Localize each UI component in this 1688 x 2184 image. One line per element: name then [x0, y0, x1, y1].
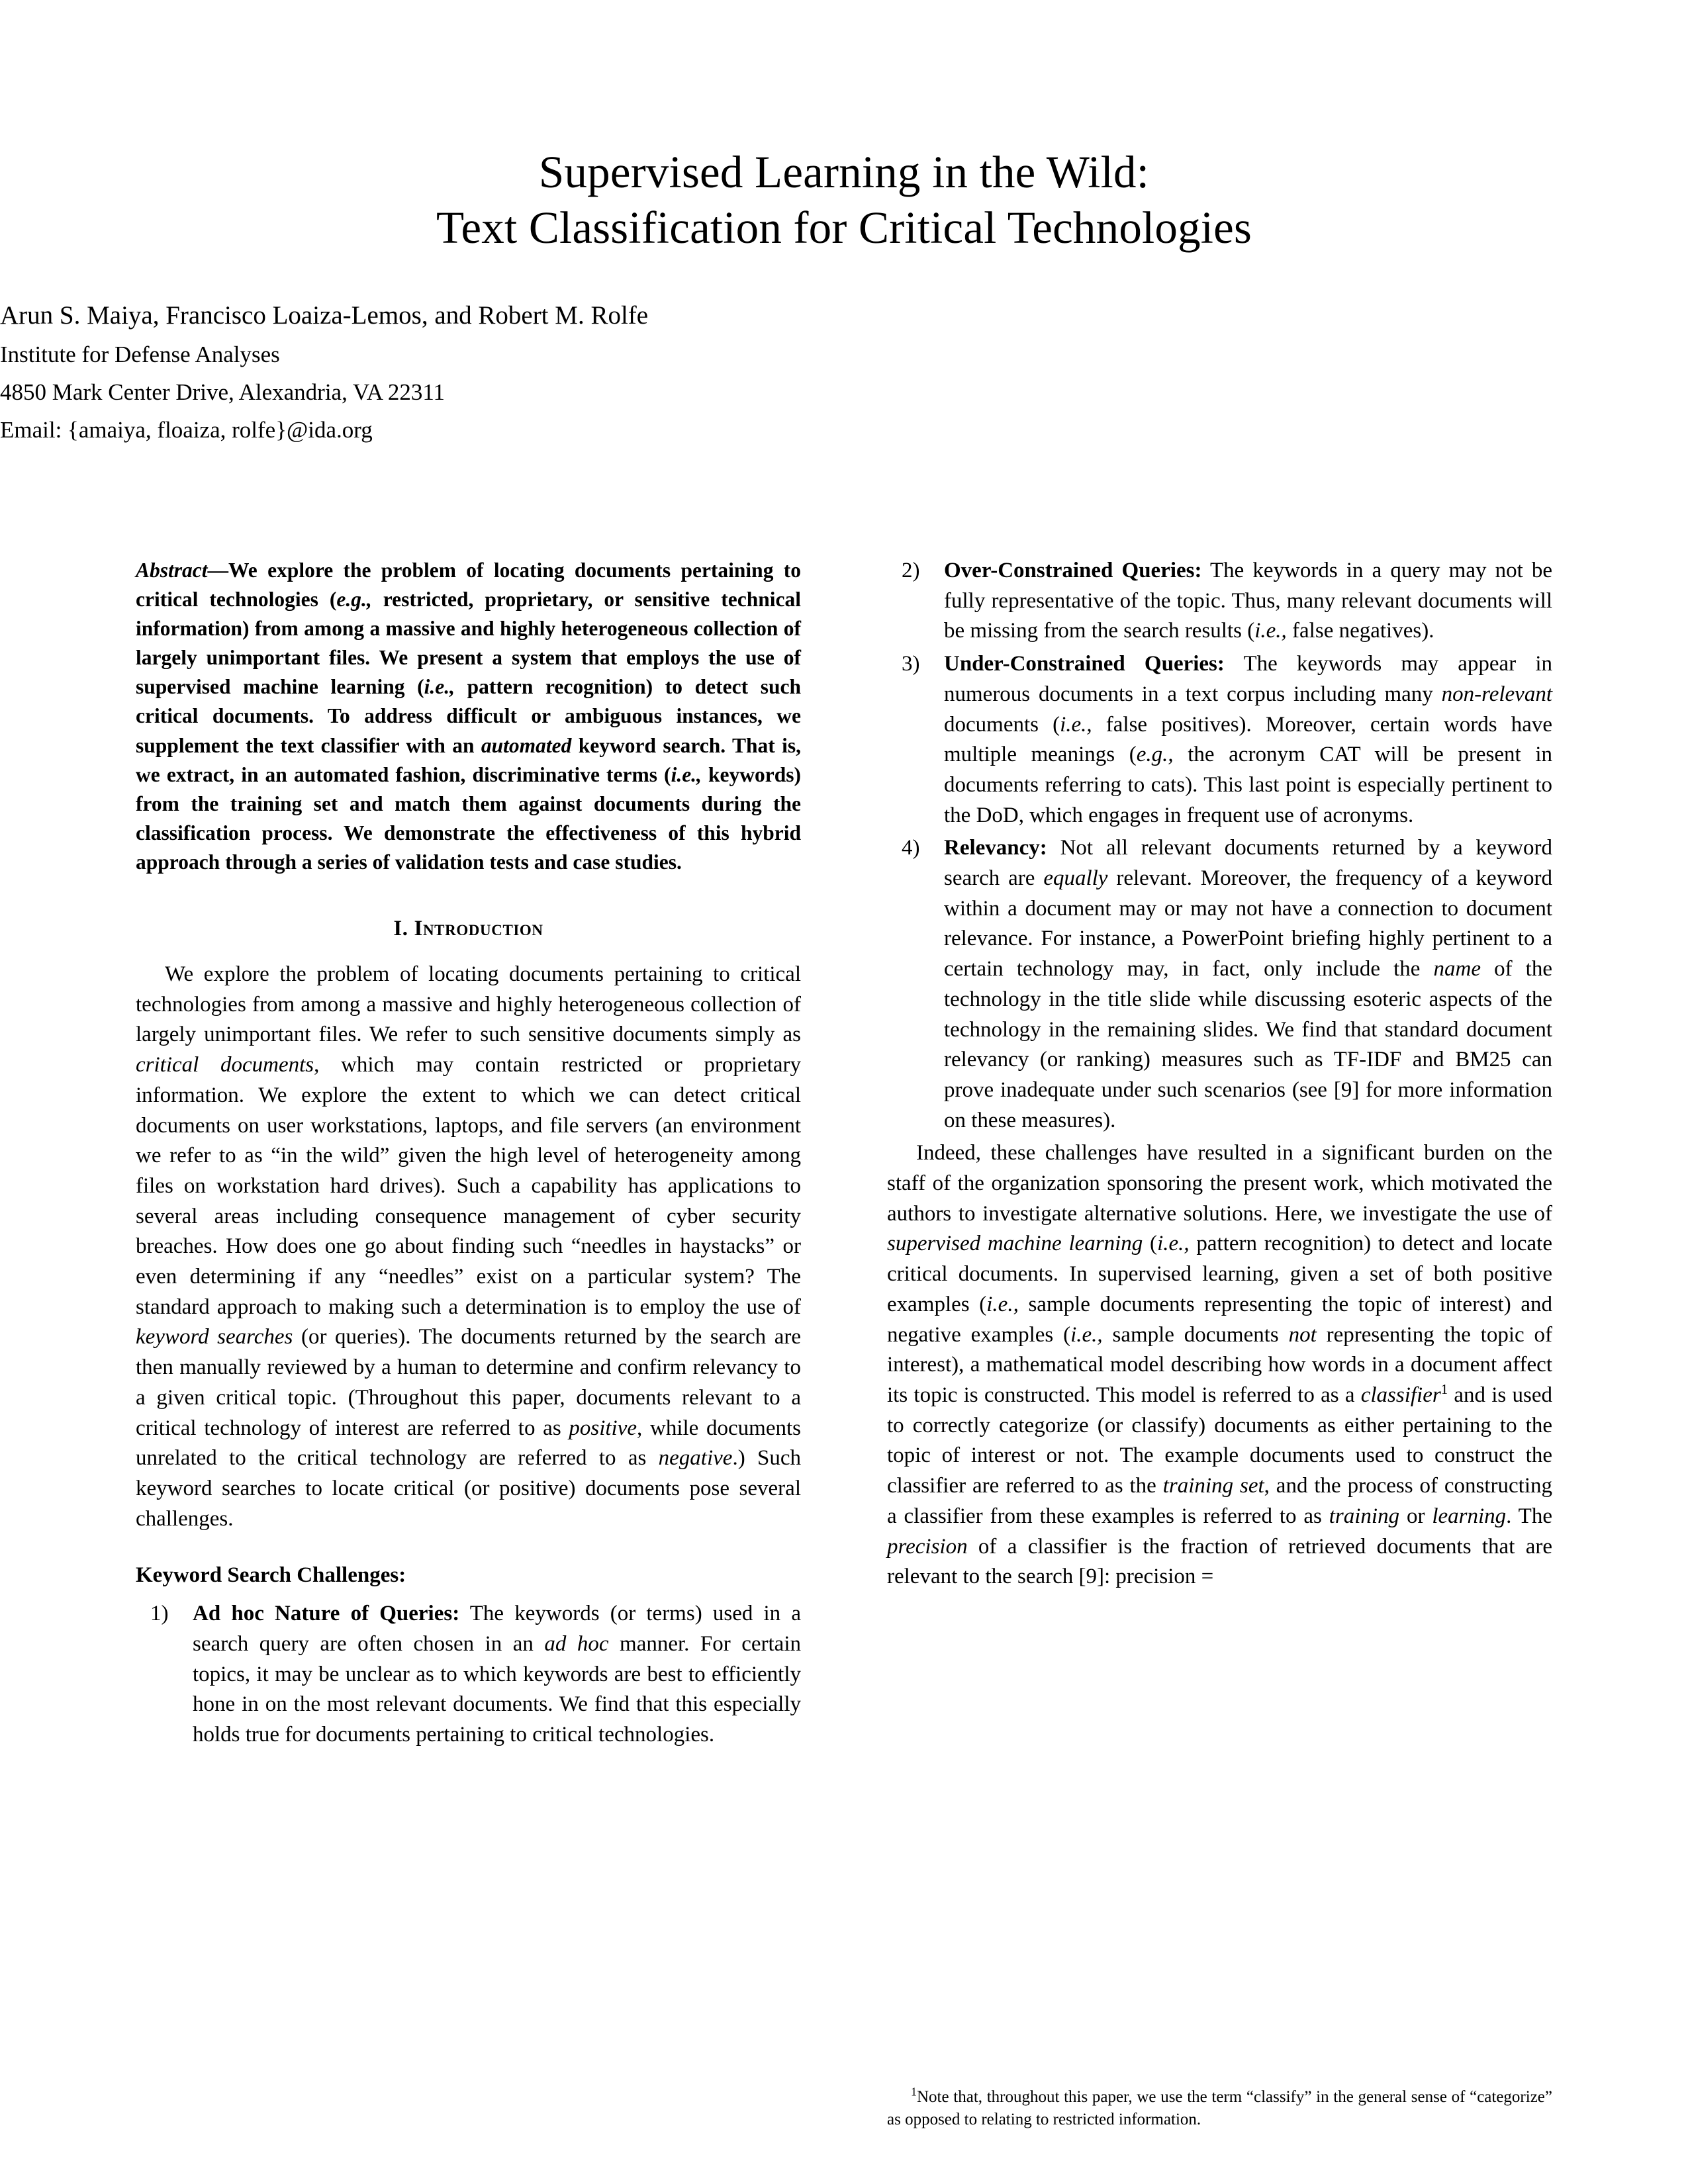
- indeed-text-j: . The: [1506, 1504, 1552, 1528]
- indeed-italic-not: not: [1288, 1322, 1317, 1347]
- indeed-italic-ie-1: i.e.,: [1157, 1232, 1190, 1256]
- indeed-paragraph: [887, 1138, 1552, 1592]
- abstract-text-5: keywords) from the training set and match them against documents during the classification process. We demonstrate the effectiveness of this hybrid approach through a series of validation tests and case studies.: [136, 762, 802, 874]
- list-item: [887, 556, 1552, 647]
- challenge-term: Over-Constrained Queries:: [944, 559, 1202, 582]
- indeed-text-c: pattern recognition) to detect and locate critical documents. In supervised learning, given a set of both positive examples (: [887, 1232, 1552, 1316]
- intro-italic-keyword-searches: keyword searches: [136, 1325, 293, 1349]
- challenge-text-a: The keywords (or terms) used in a search query are often chosen in an: [193, 1602, 802, 1656]
- challenge-italic-c: e.g.,: [1136, 743, 1174, 767]
- footnote-1: [887, 2086, 1552, 2131]
- indeed-italic-classifier: classifier: [1360, 1383, 1441, 1407]
- indeed-text-a: Indeed, these challenges have resulted in a significant burden on the staff of the organization sponsoring the present work, which motivated the authors to investigate alternative solutions. Here, we investigate the use of: [887, 1141, 1552, 1226]
- challenge-text-a: The keywords may appear in numerous documents in a text corpus including many: [944, 652, 1553, 706]
- challenge-text-b: documents (: [944, 712, 1060, 737]
- challenge-text-c: of the technology in the title slide while discussing esoteric aspects of the technology in the remaining slides. We find that standard document relevancy (or ranking) measures such as TF-IDF and BM25 can prove inadequate under such scenarios (see [9] for more information on these measures).: [944, 957, 1552, 1132]
- abstract-eg-1: e.g.,: [336, 588, 372, 612]
- keyword-search-challenges-heading: Keyword Search Challenges:: [136, 1563, 406, 1588]
- indeed-text-i: or: [1399, 1504, 1432, 1528]
- list-item: [887, 649, 1552, 831]
- footnote-marker: 1: [911, 2085, 917, 2099]
- challenge-italic-a: equally: [1043, 866, 1108, 891]
- email-line: Email: {amaiya, floaiza, rolfe}@ida.org: [0, 416, 373, 443]
- list-marker: 4): [902, 836, 920, 860]
- intro-text-c: (or queries). The documents returned by the search are then manually reviewed by a human to determine and confirm relevancy to a given critical topic. (Throughout this paper, documents relevant to a critical technology of interest are referred to as: [136, 1325, 802, 1440]
- affiliation: Institute for Defense Analyses: [0, 341, 280, 368]
- challenge-text-b: relevant. Moreover, the frequency of a keyword within a document may or may not have a connection to document relevance. For instance, a PowerPoint briefing highly pertinent to a certain technology may, in fact, only include the: [944, 866, 1552, 981]
- challenge-italic-a: ad hoc: [544, 1631, 609, 1656]
- section-name: Introduction: [414, 917, 543, 941]
- footnote-reference-1: 1: [1440, 1381, 1448, 1397]
- abstract-text-4: keyword search. That is, we extract, in an automated fashion, discriminative terms (: [136, 733, 801, 786]
- author-block: [0, 299, 1688, 445]
- indeed-italic-ie-3: i.e.,: [1070, 1322, 1103, 1347]
- left-column: [136, 556, 801, 2131]
- footnote-text: Note that, throughout this paper, we use the term “classify” in the general sense of “categorize” as opposed to relating to restricted information.: [887, 2088, 1552, 2128]
- challenge-text-d: the acronym CAT will be present in documents referring to cats). This last point is especially pertinent to the DoD, which engages in frequent use of acronyms.: [944, 743, 1552, 827]
- abstract-text-3: pattern recognition) to detect such critical documents. To address difficult or ambiguous instances, we supplement the text classifier with an: [136, 675, 801, 757]
- intro-text-d: , while documents unrelated to the critical technology are referred to as: [136, 1416, 801, 1471]
- right-column: [887, 556, 1552, 2131]
- author-names: Arun S. Maiya, Francisco Loaiza-Lemos, and Robert M. Rolfe: [0, 301, 649, 330]
- challenge-italic-a: i.e.,: [1254, 619, 1287, 643]
- abstract-ie-2: i.e.,: [671, 762, 702, 786]
- title-block: [0, 0, 1688, 446]
- challenge-text-b: false negatives).: [1286, 619, 1434, 643]
- section-heading-introduction: [136, 917, 801, 941]
- intro-text-e: .) Such keyword searches to locate critical (or positive) documents pose several challenges.: [136, 1446, 801, 1531]
- title-line-1: Supervised Learning in the Wild:: [538, 147, 1150, 197]
- list-marker: 3): [902, 652, 920, 676]
- indeed-italic-supervised-ml: supervised machine learning: [887, 1232, 1143, 1256]
- challenge-italic-a: non-relevant: [1441, 682, 1552, 706]
- challenges-list-right: [887, 556, 1552, 1136]
- challenge-term: Under-Constrained Queries:: [944, 652, 1225, 676]
- indeed-text-e: sample documents: [1102, 1322, 1289, 1347]
- indeed-text-b: (: [1143, 1232, 1158, 1256]
- abstract-label: Abstract: [136, 559, 208, 582]
- challenge-term: Ad hoc Nature of Queries:: [193, 1602, 460, 1626]
- intro-text-b: , which may contain restricted or proprietary information. We explore the extent to which we can detect critical documents on user workstations, laptops, and file servers (an environment we refer to as “in the wild” given the high level of heterogeneity among files on workstation hard drives). Such a capability has applications to several areas including consequence management of cyber security breaches. How does one go about finding such “needles in haystacks” or even determining if any “needles” exist on a particular system? The standard approach to making such a determination is to employ the use of: [136, 1053, 801, 1319]
- intro-italic-negative: negative: [658, 1446, 733, 1471]
- list-marker: 2): [902, 559, 920, 582]
- section-numeral: I.: [393, 917, 408, 941]
- footnote-zone: [887, 2086, 1552, 2131]
- indeed-text-d: sample documents representing the topic of interest) and negative examples (: [887, 1292, 1552, 1347]
- indeed-italic-training: training: [1329, 1504, 1400, 1528]
- challenge-text-a: Not all relevant documents returned by a keyword search are: [944, 836, 1552, 891]
- indeed-text-k: of a classifier is the fraction of retrieved documents that are relevant to the search [9]: precision =: [887, 1534, 1552, 1589]
- abstract-text-2: restricted, proprietary, or sensitive technical information) from among a massive and highly heterogeneous collection of largely unimportant files. We present a system that employs the use of supervised machine learning (: [136, 588, 801, 699]
- challenges-list-left: [136, 1599, 801, 1751]
- indeed-italic-precision: precision: [887, 1534, 968, 1559]
- page-title: [215, 144, 1473, 255]
- challenge-italic-b: name: [1433, 957, 1481, 981]
- challenge-text-b: manner. For certain topics, it may be unclear as to which keywords are best to efficiently hone in on the most relevant documents. We find that this especially holds true for documents pertaining to critical technologies.: [193, 1631, 801, 1747]
- indeed-text-f: representing the topic of interest), a mathematical model describing how words in a document affect its topic is constructed. This model is referred to as a: [887, 1322, 1552, 1407]
- list-item: [136, 1599, 801, 1751]
- challenge-text-c: false positives). Moreover, certain words have multiple meanings (: [944, 712, 1553, 767]
- intro-italic-critical-documents: critical documents: [136, 1053, 314, 1077]
- abstract-ie-1: i.e.,: [424, 675, 455, 699]
- indeed-italic-training-set: training set: [1162, 1474, 1264, 1498]
- challenge-term: Relevancy:: [944, 836, 1047, 860]
- indeed-italic-ie-2: i.e.,: [986, 1292, 1019, 1316]
- indeed-text-h: , and the process of constructing a classifier from these examples is referred to as: [887, 1474, 1552, 1528]
- list-marker: 1): [150, 1602, 169, 1626]
- title-line-2: Text Classification for Critical Technologies: [436, 203, 1252, 253]
- intro-italic-positive: positive: [569, 1416, 637, 1440]
- challenge-italic-b: i.e.,: [1060, 712, 1092, 737]
- intro-text-a: We explore the problem of locating documents pertaining to critical technologies from among a massive and highly heterogeneous collection of largely unimportant files. We refer to such sensitive documents simply as: [136, 962, 801, 1047]
- abstract-automated: automated: [481, 733, 572, 757]
- abstract-paragraph: [136, 556, 801, 877]
- indeed-italic-learning: learning: [1432, 1504, 1507, 1528]
- intro-paragraph-1: [136, 960, 801, 1534]
- abstract-text-1: We explore the problem of locating documents pertaining to critical technologies (: [136, 559, 801, 612]
- two-column-body: [0, 556, 1688, 2131]
- address: 4850 Mark Center Drive, Alexandria, VA 22311: [0, 379, 445, 405]
- indeed-text-g: and is used to correctly categorize (or classify) documents as either pertaining to the topic of interest or not. The example documents used to construct the classifier are referred to as the: [887, 1383, 1552, 1498]
- list-item: [887, 833, 1552, 1136]
- abstract-dash: —: [207, 559, 229, 582]
- challenge-text-a: The keywords in a query may not be fully representative of the topic. Thus, many relevant documents will be missing from the search results (: [944, 559, 1553, 643]
